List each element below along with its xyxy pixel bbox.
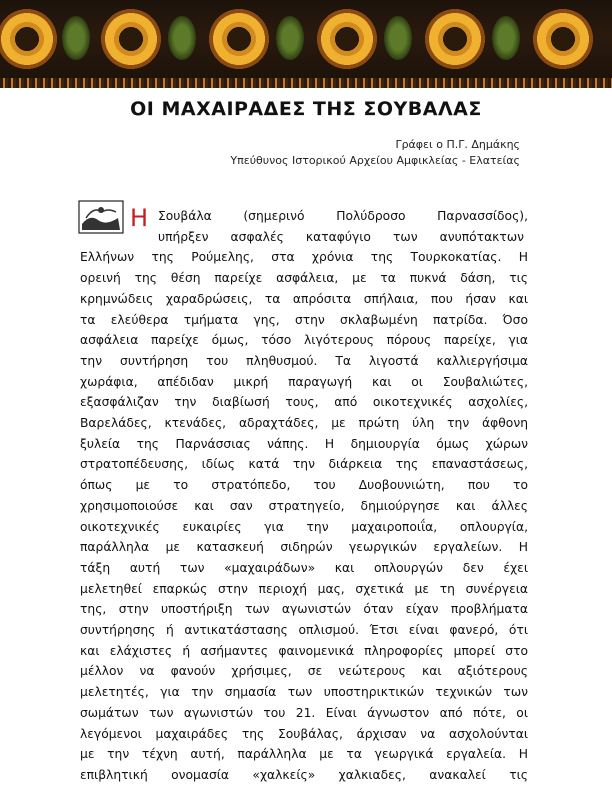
body-line: χρησιμοποιούσε και σαν στρατηγείο, δημιούργησε και άλλες: [80, 498, 528, 513]
body-line: Ελλήνων της Ρούμελης, στα χρόνια της Τουρκοκατίας. Η: [80, 250, 528, 265]
flower-ornament-icon: [0, 4, 62, 74]
body-line: λεγόμενοι μαχαιράδες της Σουβάλας, άρχισαν να ασχολούνται: [80, 726, 528, 741]
leaf-ornament-icon: [62, 16, 90, 60]
flower-ornament-icon: [420, 4, 490, 74]
vignette-ornament-icon: [78, 200, 124, 234]
byline-author: Γράφει ο Π.Γ. Δημάκης: [395, 138, 520, 151]
body-line: της, στην υποστήριξη των αγωνιστών όταν είχαν προβλήματα: [80, 602, 528, 617]
body-line: ορεινή της θέση παρείχε ασφάλεια, με τα πυκνά δάση, τις: [80, 271, 528, 286]
body-line: τα ελεύθερα τμήματα γης, στην σκλαβωμένη πατρίδα. Όσο: [80, 312, 528, 327]
leaf-ornament-icon: [492, 16, 520, 60]
flower-ornament-icon: [528, 4, 598, 74]
leaf-ornament-icon: [168, 16, 196, 60]
flower-ornament-icon: [312, 4, 382, 74]
body-line: παράλληλα με κατασκευή σιδηρών γεωργικών εργαλείων. Η: [80, 540, 528, 555]
decorative-banner: [0, 0, 612, 88]
body-line: μελετηθεί επαρκώς στην περιοχή μας, σχετικά με τη συνέργεια: [80, 581, 528, 596]
leaf-ornament-icon: [276, 16, 304, 60]
body-line: στρατοπέδευσης, ιδίως κατά την διάρκεια της επαναστάσεως,: [80, 457, 528, 472]
body-line: ασφάλεια παρείχε όμως, τόσο λιγότερους πόρους παρείχε, για: [80, 333, 528, 348]
body-line: εξασφάλιζαν την διαβίωσή τους, από οικοτεχνικές ασχολίες,: [80, 395, 528, 410]
body-line: την συντήρηση του πληθυσμού. Τα λιγοστά καλλιεργήσιμα: [80, 353, 528, 368]
flower-ornament-icon: [96, 4, 166, 74]
body-line: μελετητές, για την σημασία των υποστηρικτικών τεχνικών των: [80, 685, 528, 700]
byline-role: Υπεύθυνος Ιστορικού Αρχείου Αμφικλείας - Ελατείας: [230, 154, 520, 167]
body-line: τάξη αυτή των «μαχαιράδων» και οπλουργών δεν έχει: [80, 560, 528, 575]
body-line: σωμάτων των αγωνιστών του 21. Είναι άγνωστον από πότε, οι: [80, 705, 528, 720]
body-line: επιβλητική ονομασία «χαλκείς» χαλκιαδες, ανακαλεί τις: [80, 767, 528, 782]
flower-ornament-icon: [204, 4, 274, 74]
drop-cap: Η: [130, 204, 149, 232]
body-line: συντήρησης ή αντικατάστασης οπλισμού. Έτσι είναι φανερό, ότι: [80, 623, 528, 637]
body-line: υπήρξεν ασφαλές καταφύγιο των ανυπότακτων: [158, 229, 524, 244]
body-line: οικοτεχνικές ευκαιρίες για την μαχαιροποιΐα, οπλουργία,: [80, 519, 528, 534]
body-line: με την τέχνη αυτή, παράλληλα με τα γεωργικά εργαλεία. Η: [80, 747, 528, 762]
leaf-ornament-icon: [384, 16, 412, 60]
body-line: Σουβάλα (σημερινό Πολύδροσο Παρνασσίδος),: [158, 209, 528, 223]
body-line: Βαρελάδες, κτενάδες, αδραχτάδες, με πρώτη ύλη την άφθονη: [80, 416, 528, 430]
body-line: κρημνώδεις χαραδρώσεις, τα απρόσιτα σπήλαια, που ήσαν και: [80, 291, 528, 306]
body-line: και ελάχιστες ή ασήμαντες φαινομενικά πληροφορίες μπορεί στο: [80, 643, 528, 658]
banner-fringe: [0, 78, 612, 88]
body-line: χωράφια, απέδιδαν μικρή παραγωγή και οι Σουβαλιώτες,: [80, 374, 528, 389]
body-line: ξυλεία της Παρνάσσιας νάπης. Η δημιουργία όμως χώρων: [80, 436, 528, 451]
body-line: όπως με το στρατόπεδο, του Δυοβουνιώτη, που το: [80, 478, 528, 493]
page-title: ΟΙ ΜΑΧΑΙΡΑΔΕΣ ΤΗΣ ΣΟΥΒΑΛΑΣ: [130, 98, 482, 120]
body-line: μέλλον να φανούν χρήσιμες, σε νεώτερους και αξιότερους: [80, 664, 528, 679]
